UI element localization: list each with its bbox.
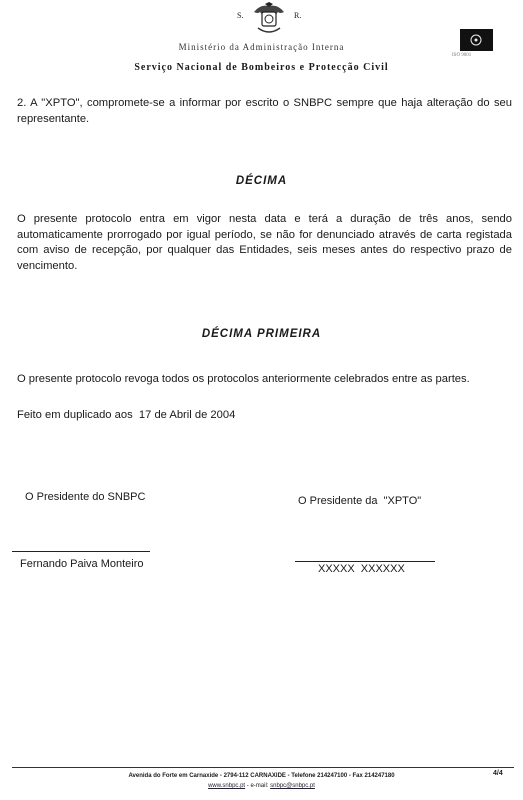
- footer-email-link[interactable]: snbpc@snbpc.pt: [270, 783, 315, 789]
- signature-title-left: O Presidente do SNBPC: [25, 491, 146, 503]
- page-number: 4/4: [493, 770, 503, 777]
- ministry-name: Ministério da Administração Interna: [178, 42, 345, 52]
- heading-decima: DÉCIMA: [235, 175, 288, 187]
- footer-address: Avenida do Forte em Carnaxide - 2794-112 CARNAXIDE - Telefone 214247100 - Fax 214247180: [128, 773, 395, 779]
- letterhead-letter-right: R.: [294, 11, 302, 20]
- certification-logo-icon: [460, 29, 493, 51]
- clause-decima: O presente protocolo entra em vigor nesta data e terá a duração de três anos, sendo automaticamente prorrogado por igual período, se não for denunciado através de carta registada com aviso de recepção, por qualquer das Entidades, seis meses antes do respectivo prazo de vencimento.: [17, 213, 512, 272]
- heading-decima-primeira: DÉCIMA PRIMEIRA: [201, 328, 322, 340]
- footer-divider: [12, 767, 514, 768]
- date-line: Feito em duplicado aos 17 de Abril de 2004: [17, 409, 236, 421]
- footer-contacts: [0, 783, 523, 789]
- signature-title-right: O Presidente da "XPTO": [298, 495, 422, 507]
- footer-web-link[interactable]: www.snbpc.pt: [208, 783, 246, 789]
- certification-caption: ISO 9001: [452, 53, 472, 58]
- letterhead-letter-left: S.: [237, 11, 244, 20]
- service-name: Serviço Nacional de Bombeiros e Protecção Civil: [134, 62, 389, 73]
- coat-of-arms-icon: [250, 2, 288, 36]
- footer-email-label: - e-mail:: [245, 783, 271, 789]
- signature-line-left: [12, 551, 150, 552]
- signature-name-left: Fernando Paiva Monteiro: [20, 558, 144, 570]
- clause-decima-primeira: O presente protocolo revoga todos os protocolos anteriormente celebrados entre as partes.: [17, 373, 470, 385]
- clause-item-2: 2. A "XPTO", compromete-se a informar por escrito o SNBPC sempre que haja alteração do seu representante.: [17, 97, 512, 125]
- signature-line-right: [295, 561, 435, 562]
- signature-name-right: XXXXX XXXXXX: [318, 563, 405, 575]
